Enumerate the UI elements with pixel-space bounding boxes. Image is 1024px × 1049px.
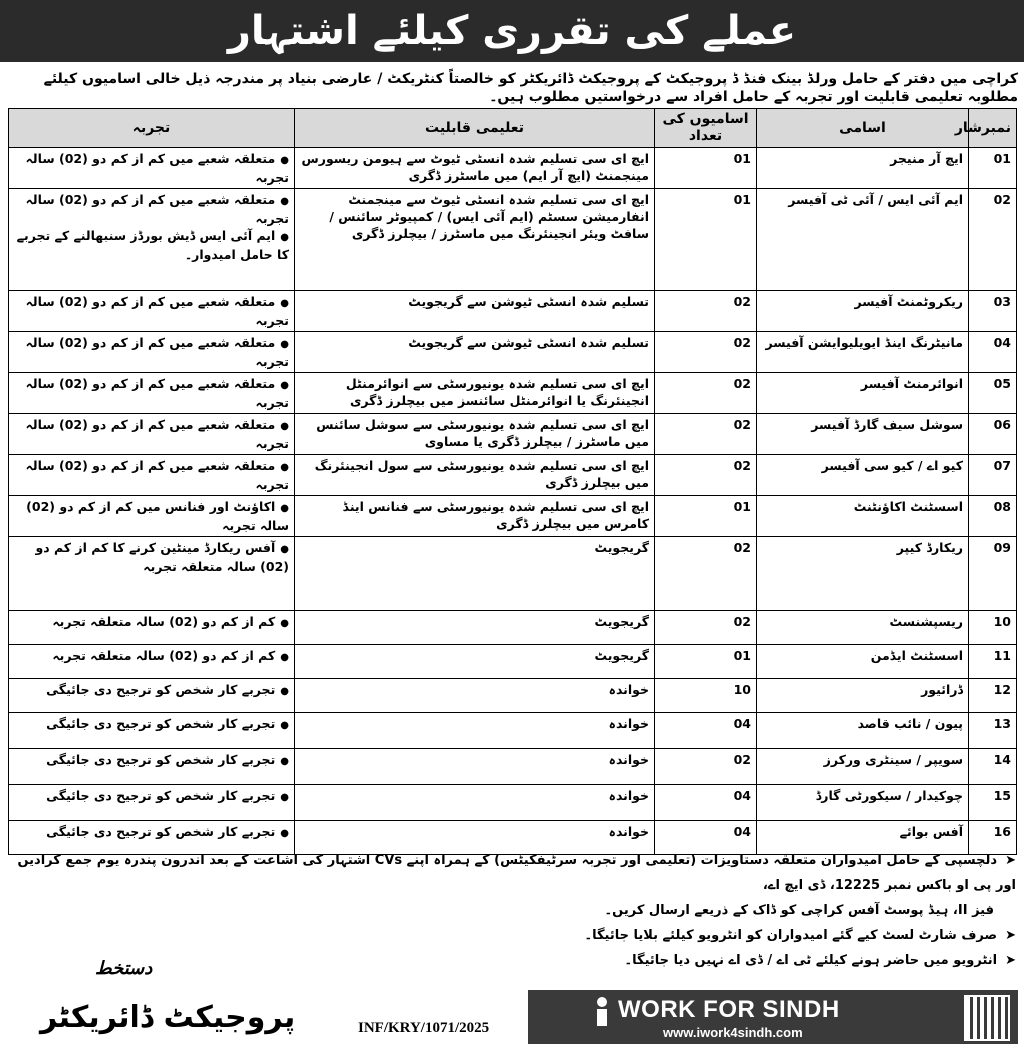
row-count: 04 [655,713,757,749]
table-row [9,713,1017,749]
reference-number: INF/KRY/1071/2025 [358,1020,490,1036]
jobs-table [8,108,1017,855]
row-post: آفس بوائے [757,821,969,855]
row-experience [9,148,295,189]
col-qual: تعلیمی قابلیت [295,109,655,148]
table-row [9,189,1017,291]
row-post: ایم آئی ایس / آئی ٹی آفیسر [757,189,969,291]
experience-item: ● متعلقہ شعبے میں کم از کم دو (02) سالہ تجربہ [14,375,289,411]
row-count: 01 [655,496,757,537]
row-count: 01 [655,148,757,189]
row-qualification: خواندہ [295,749,655,785]
row-post: چوکیدار / سیکورٹی گارڈ [757,785,969,821]
row-count: 02 [655,414,757,455]
row-qualification: ایچ ای سی تسلیم شدہ یونیورسٹی سے سوشل سائنس میں ماسٹرز / بیچلرز ڈگری یا مساوی [295,414,655,455]
designation: پروجیکٹ ڈائریکٹر [40,1000,296,1035]
table-header [9,109,1017,148]
row-experience [9,373,295,414]
intro-text: کراچی میں دفتر کے حامل ورلڈ بینک فنڈ ڈ پروجیکٹ کے پروجیکٹ ڈائریکٹر کو خالصتاً کنٹریکٹ / عارضی بنیاد پر مندرجہ ذیل خالی اسامیوں کیلئے مطلوبہ تعلیمی قابلیت اور تجربہ کے حامل افراد سے درخواستیں مطلوب ہیں۔ [43,71,1018,105]
row-sno: 06 [969,414,1017,455]
row-qualification: ایچ ای سی تسلیم شدہ انسٹی ٹیوٹ سے ہیومن ریسورس مینجمنٹ (ایچ آر ایم) میں ماسٹرز ڈگری [295,148,655,189]
person-icon [590,996,614,1026]
row-count: 04 [655,785,757,821]
row-count: 02 [655,611,757,645]
row-sno: 03 [969,291,1017,332]
note-1-cont: فیز II، ہیڈ پوسٹ آفس کراچی کو ڈاک کے ذریعے ارسال کریں۔ [604,903,994,918]
col-exp: تجربہ [9,109,295,148]
table-row [9,749,1017,785]
row-sno: 09 [969,537,1017,611]
row-post: اسسٹنٹ اکاؤنٹنٹ [757,496,969,537]
experience-item: ● تجربے کار شخص کو ترجیح دی جائیگی [14,751,289,770]
experience-item: ● کم از کم دو (02) سالہ متعلقہ تجربہ [14,613,289,632]
row-qualification: گریجویٹ [295,537,655,611]
row-qualification: گریجویٹ [295,611,655,645]
table-row [9,645,1017,679]
table-row [9,148,1017,189]
row-count: 02 [655,749,757,785]
title-banner [0,0,1024,62]
row-qualification: تسلیم شدہ انسٹی ٹیوشن سے گریجویٹ [295,291,655,332]
row-sno: 02 [969,189,1017,291]
brand-site: www.iwork4sindh.com [663,1025,803,1040]
table-row [9,611,1017,645]
row-post: اسسٹنٹ ایڈمن [757,645,969,679]
iwork4sindh-logo [528,990,1018,1044]
row-qualification: خواندہ [295,713,655,749]
row-post: ریکروٹمنٹ آفیسر [757,291,969,332]
row-qualification: تسلیم شدہ انسٹی ٹیوشن سے گریجویٹ [295,332,655,373]
experience-item: ● تجربے کار شخص کو ترجیح دی جائیگی [14,681,289,700]
row-sno: 04 [969,332,1017,373]
row-qualification: ایچ ای سی تسلیم شدہ انسٹی ٹیوٹ سے مینجمنٹ انفارمیشن سسٹم (ایم آئی ایس) / کمپیوٹر سائنس / سافٹ ویئر انجینئرنگ میں ماسٹرز / بیچلرز ڈگری [295,189,655,291]
table-row [9,332,1017,373]
row-sno: 10 [969,611,1017,645]
row-experience [9,611,295,645]
row-experience [9,713,295,749]
experience-item: ● متعلقہ شعبے میں کم از کم دو (02) سالہ تجربہ [14,150,289,186]
qr-code-icon [964,995,1010,1041]
row-qualification: خواندہ [295,679,655,713]
experience-item: ● تجربے کار شخص کو ترجیح دی جائیگی [14,715,289,734]
row-experience [9,679,295,713]
row-experience [9,332,295,373]
row-count: 10 [655,679,757,713]
row-count: 01 [655,645,757,679]
col-count: اسامیوں کی تعداد [655,109,757,148]
row-sno: 14 [969,749,1017,785]
page-title: عملے کی تقرری کیلئے اشتہار [227,8,797,54]
row-experience [9,537,295,611]
row-sno: 16 [969,821,1017,855]
notes [8,848,1016,973]
table-row [9,373,1017,414]
row-post: ڈرائیور [757,679,969,713]
row-experience [9,749,295,785]
row-qualification: گریجویٹ [295,645,655,679]
row-qualification: خواندہ [295,821,655,855]
row-post: ریکارڈ کیپر [757,537,969,611]
row-post: پیون / نائب قاصد [757,713,969,749]
experience-item: ● آفس ریکارڈ مینٹین کرنے کا کم از کم دو (02) سالہ متعلقہ تجربہ [14,539,289,575]
experience-item: ● ایم آئی ایس ڈیش بورڈز سنبھالنے کے تجربے کا حامل امیدوار۔ [14,227,289,263]
row-experience [9,291,295,332]
row-sno: 08 [969,496,1017,537]
row-experience [9,455,295,496]
row-count: 02 [655,291,757,332]
table-row [9,785,1017,821]
row-qualification: خواندہ [295,785,655,821]
experience-item: ● متعلقہ شعبے میں کم از کم دو (02) سالہ تجربہ [14,334,289,370]
row-sno: 11 [969,645,1017,679]
row-count: 01 [655,189,757,291]
row-count: 04 [655,821,757,855]
experience-item: ● تجربے کار شخص کو ترجیح دی جائیگی [14,787,289,806]
row-post: ریسپشنسٹ [757,611,969,645]
row-sno: 07 [969,455,1017,496]
row-qualification: ایچ ای سی تسلیم شدہ یونیورسٹی سے فنانس اینڈ کامرس میں بیچلرز ڈگری [295,496,655,537]
row-post: کیو اے / کیو سی آفیسر [757,455,969,496]
experience-item: ● متعلقہ شعبے میں کم از کم دو (02) سالہ تجربہ [14,191,289,227]
row-post: سویپر / سینٹری ورکرز [757,749,969,785]
row-count: 02 [655,332,757,373]
row-sno: 05 [969,373,1017,414]
row-experience [9,496,295,537]
row-post: ایچ آر منیجر [757,148,969,189]
table-row [9,537,1017,611]
row-experience [9,414,295,455]
table-row [9,414,1017,455]
experience-item: ● متعلقہ شعبے میں کم از کم دو (02) سالہ تجربہ [14,293,289,329]
row-post: سوشل سیف گارڈ آفیسر [757,414,969,455]
row-qualification: ایچ ای سی تسلیم شدہ یونیورسٹی سے انوائرمنٹل انجینئرنگ یا انوائرمنٹل سائنسز میں بیچلرز ڈگری [295,373,655,414]
col-post: اسامی [757,109,969,148]
table-row [9,455,1017,496]
table-row [9,679,1017,713]
experience-item: ● متعلقہ شعبے میں کم از کم دو (02) سالہ تجربہ [14,416,289,452]
experience-item: ● متعلقہ شعبے میں کم از کم دو (02) سالہ تجربہ [14,457,289,493]
experience-item: ● اکاؤنٹ اور فنانس میں کم از کم دو (02) سالہ تجربہ [14,498,289,534]
row-count: 02 [655,455,757,496]
row-sno: 12 [969,679,1017,713]
row-sno: 15 [969,785,1017,821]
brand-name: WORK FOR SINDH [618,996,840,1023]
row-experience [9,645,295,679]
table-row [9,291,1017,332]
row-count: 02 [655,537,757,611]
row-experience [9,785,295,821]
note-2: ➤ صرف شارٹ لسٹ کیے گئے امیدواران کو انٹرویو کیلئے بلایا جائیگا۔ [8,923,1016,948]
row-sno: 01 [969,148,1017,189]
experience-item: ● تجربے کار شخص کو ترجیح دی جائیگی [14,823,289,842]
row-post: مانیٹرنگ اینڈ ایویلیوایشن آفیسر [757,332,969,373]
col-sno: نمبرشار [969,109,1017,148]
experience-item: ● کم از کم دو (02) سالہ متعلقہ تجربہ [14,647,289,666]
row-sno: 13 [969,713,1017,749]
row-experience [9,189,295,291]
note-1: ➤ دلچسپی کے حامل امیدواران متعلقہ دستاویزات (تعلیمی اور تجربہ سرٹیفکیٹس) کے ہمراہ اپنے CVs اشتہار کی اشاعت کے بعد اندرون پندرہ یوم جمع کرادیں اور پی او باکس نمبر 12225، ڈی ایچ اے، [8,848,1016,898]
note-3: ➤ انٹرویو میں حاضر ہونے کیلئے ٹی اے / ڈی اے نہیں دیا جائیگا۔ [8,948,1016,973]
row-qualification: ایچ ای سی تسلیم شدہ یونیورسٹی سے سول انجینئرنگ میں بیچلرز ڈگری [295,455,655,496]
signature: دستخط [95,958,153,979]
row-count: 02 [655,373,757,414]
table-row [9,496,1017,537]
row-post: انوائرمنٹ آفیسر [757,373,969,414]
